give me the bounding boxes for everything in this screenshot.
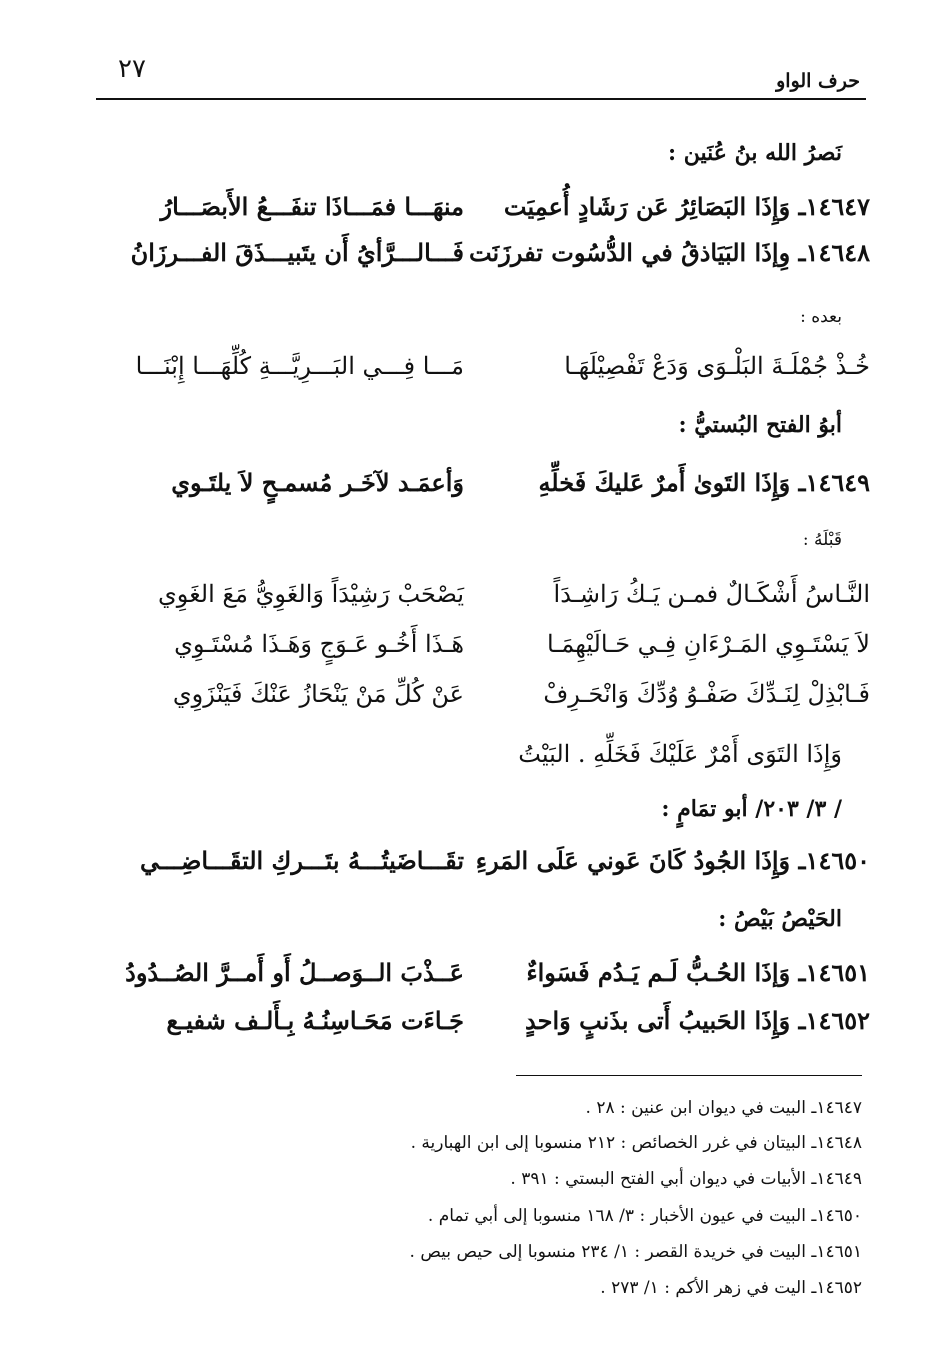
- verse-second-hemistich: جَـاءَت مَحَـاسِنُـهُ بِـأَلـف شفيـع: [166, 1006, 464, 1035]
- verse-first-hemistich: ١٤٦٤٧ـ وَإِذَا البَصَائِرُ عَن رَشَادٍ أُعمِيَت: [503, 192, 870, 221]
- poet-heading: [0, 796, 942, 848]
- poet-heading: [0, 906, 942, 958]
- footnote: ١٤٦٥١ـ البيت في خريدة القصر : ١/ ٢٣٤ منسوبا إلى حيص بيص .: [409, 1242, 862, 1262]
- verse-line: [0, 846, 942, 898]
- verse-line: [0, 238, 942, 290]
- heading-text: / ٣/ ٢٠٣/ أبو تمَامٍ :: [661, 796, 842, 822]
- verse-first-hemistich: ١٤٦٤٩ـ وَإِذَا التَوىٰ أَمرٌ عَليكَ فَخلِّهِ: [538, 468, 870, 497]
- verse-first-hemistich: ١٤٦٥٢ـ وَإِذَا الحَبيبُ أَتى بذَنبٍ وَاحدٍ: [525, 1006, 870, 1035]
- verse-second-hemistich: منهَـــا فمَـــاذَا تنفَـــعُ الأَبصَـــارُ: [160, 192, 464, 221]
- heading-text: أبوُ الفتح البُستيُّ :: [678, 412, 842, 438]
- verse-line: [0, 352, 942, 404]
- page-number: ٢٧: [118, 54, 146, 84]
- heading-text: الحَيْصُ بَيْصُ :: [718, 906, 842, 932]
- heading-text: نَصرُ الله بنُ عُنَين :: [667, 140, 842, 166]
- verse-first-hemistich: ١٤٦٥٠ـ وَإِذَا الجُودُ كَانَ عَوني عَلَى المَرءِ: [475, 846, 870, 875]
- verse-second-hemistich: فَـــالـــرَّأيُ أَن يتَبيـــذَقَ الفـــرزَانُ: [130, 238, 464, 267]
- footnote: ١٤٦٤٨ـ البيتان في غرر الخصائص : ٢١٢ منسوبا إلى ابن الهبارية .: [410, 1133, 862, 1153]
- verse-first-hemistich: فَـابْذِلْ لِنَـدِّكَ صَفْـوُ وُدِّكَ وَانْحَـرِفْ: [543, 680, 870, 708]
- verse-second-hemistich: تقَـــاضَيتُـــهُ بتَـــركِ التقَـــاضِـــي: [139, 846, 464, 875]
- verse-second-hemistich: يَصْحَبْ رَشِيْدَاً وَالغَوِيُّ مَعَ الغَوِي: [158, 580, 464, 608]
- footnote: ١٤٦٤٧ـ البيت في ديوان ابن عنين : ٢٨ .: [585, 1098, 862, 1118]
- verse-line: [0, 958, 942, 1010]
- footnote: ١٤٦٤٩ـ الأبيات في ديوان أبي الفتح البستي : ٣٩١ .: [510, 1169, 862, 1189]
- verse-line: [0, 1006, 942, 1058]
- verse-line: [0, 680, 942, 732]
- verse-second-hemistich: وَأعمَـد لآخَـر مُسمـحٍ لاَ يلتَـوي: [171, 468, 464, 497]
- verse-second-hemistich: عَــذْبَ الــوَصــلُ أَو أَمــرَّ الصُــدُودُ: [125, 958, 464, 987]
- header-rule: [96, 98, 866, 100]
- footnote: ١٤٦٥٠ـ البيت في عيون الأخبار : ٣/ ١٦٨ منسوبا إلى أبي تمام .: [427, 1206, 862, 1226]
- heading-text: بعده :: [800, 307, 842, 327]
- verse-line: [0, 630, 942, 682]
- note-heading: [0, 530, 942, 582]
- heading-text: قَبْلَهُ :: [802, 530, 842, 550]
- poet-heading: [0, 412, 942, 464]
- verse-first-hemistich: ١٤٦٤٨ـ وِإذَا البَيَاذقُ في الدُّسُوت تفرزَنَت: [468, 238, 870, 267]
- verse-first-hemistich: لاَ يَسْتَـوِي المَـرْءَانِ فِـي حَـالَيْهِمَـا: [547, 630, 870, 658]
- verse-second-hemistich: هَـذَا أَخُـو عَـوَجٍ وَهَـذَا مُسْتَـوِي: [174, 630, 464, 658]
- quoted-line: [0, 740, 942, 792]
- verse-line: [0, 192, 942, 244]
- verse-first-hemistich: ١٤٦٥١ـ وَإذَا الحُـبُّ لَـم يَـدُم فَسَواءٌ: [526, 958, 870, 987]
- chapter-title: حرف الواو: [776, 70, 860, 92]
- verse-line: [0, 580, 942, 632]
- footnote-rule: [516, 1075, 862, 1076]
- verse-first-hemistich: النَّـاسُ أَشْكَـالٌ فمـن يَـكُ رَاشِـدَاً: [553, 580, 870, 608]
- verse-second-hemistich: عَنْ كُلِّ مَنْ يَنْحَازُ عَنْكَ فَيَنْزَوِي: [172, 680, 464, 708]
- verse-line: [0, 468, 942, 520]
- quoted-text: وَإِذَا التَوَى أَمْرٌ عَلَيْكَ فَخَلِّهِ . البَيْتُ: [518, 740, 842, 768]
- poet-heading: [0, 140, 942, 192]
- verse-second-hemistich: مَـــا فِـــي البَـــرِيَّـــةِ كُلِّهَـــا إِبْنَـــا: [135, 352, 464, 380]
- footnote: ١٤٦٥٢ـ اليت في زهر الأكم : ١/ ٢٧٣ .: [600, 1278, 862, 1298]
- verse-first-hemistich: خُـذْ جُمْلَـةَ البَلْـوَى وَدَعْ تَفْصِيْلَهَـا: [564, 352, 870, 380]
